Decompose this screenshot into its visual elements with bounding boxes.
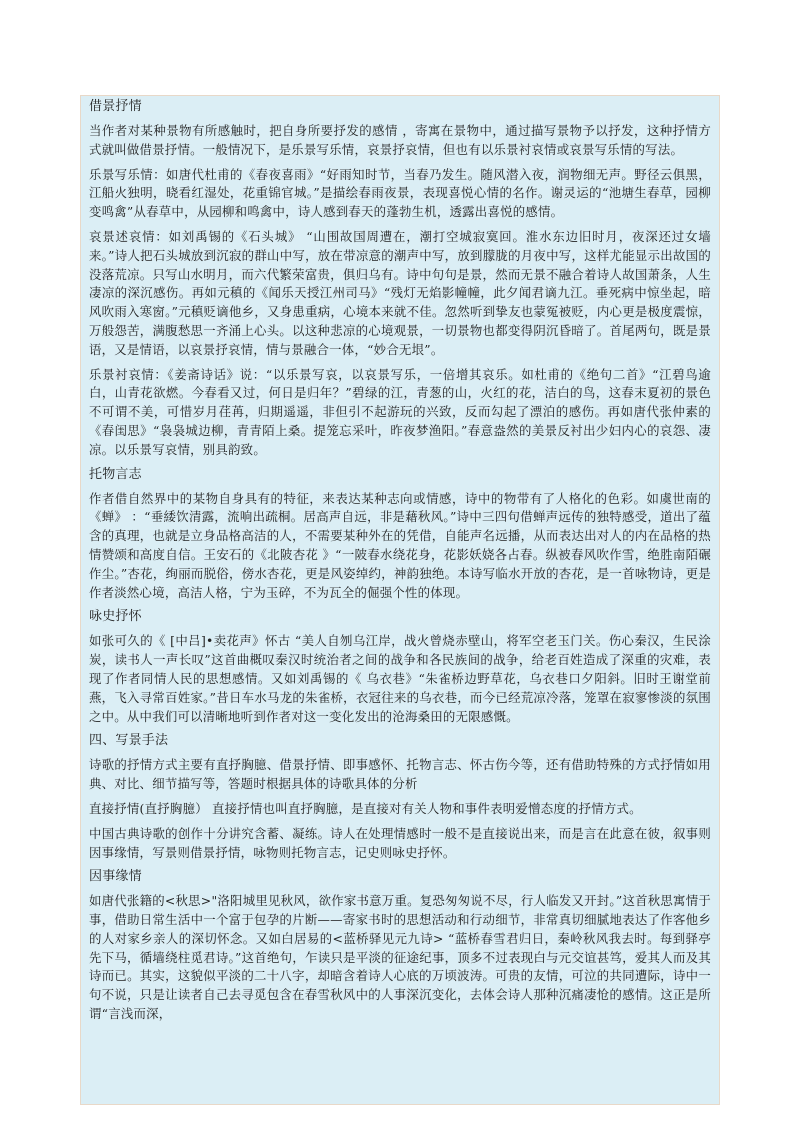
section-heading: 因事缘情: [89, 869, 142, 885]
paragraph: 直接抒情(直抒胸臆） 直接抒情也叫直抒胸臆，是直接对有关人物和事件表明爱憎态度的抒情方式。: [89, 800, 642, 816]
paragraph: 当作者对某种景物有所感触时，把自身所要抒发的感情 ，寄寓在景物中，通过描写景物予以抒发，这种抒情方式就叫做借景抒情。一般情况下，是乐景写乐情，哀景抒哀情，但也有以乐景衬哀情或哀景写乐情的写法。: [89, 123, 711, 157]
paragraph: 作者借自然界中的某物自身具有的特征，来表达某种志向或情感，诗中的物带有了人格化的色彩。如虞世南的《蝉》 ：“垂緌饮清露，流响出疏桐。居高声自远，非是藉秋风。”诗中三四句借蝉声远传的独特感受，道出了蕴含的真理，也就是立身品格高洁的人，不需要某种外在的凭借，自能声名远播，从而表达出对人的内在品格的热情赞颂和高度自信。王安石的《北陂杏花 》“一陂春水绕花身，花影妖娆各占春。纵被春风吹作雪，绝胜南陌碾作尘。”杏花，绚丽而脱俗，傍水杏花，更是风姿绰约，神韵独绝。本诗写临水开放的杏花，是一首咏物诗，更是作者淡然心境，高洁人格，宁为玉碎，不为瓦全的倔强个性的体现。: [89, 490, 711, 600]
paragraph: 中国古典诗歌的创作十分讲究含蓄、凝练。诗人在处理情感时一般不是直接说出来，而是言在此意在彼，叙事则因事缘情，写景则借景抒情，咏物则托物言志，记史则咏史抒怀。: [89, 825, 711, 860]
document-page: [80, 95, 720, 1105]
paragraph: 如唐代张籍的<秋思>"洛阳城里见秋风，欲作家书意万重。复恐匆匆说不尽，行人临发又开封。”这首秋思寓情于事，借助日常生活中一个富于包孕的片断——寄家书时的思想活动和行动细节，非常真切细腻地表达了作客他乡的人对家乡亲人的深切怀念。又如白居易的<蓝桥驿见元九诗> “蓝桥春雪君归日，秦岭秋风我去时。每到驿亭先下马，循墙绕柱觅君诗。”这首绝句，乍读只是平淡的征途纪事，顶多不过表现白与元交谊甚笃，爱其人而及其诗而已。其实，这貌似平淡的二十八字，却暗含着诗人心底的万顷波涛。可贵的友情，可泣的共同遭际，诗中一句不说，只是让读者自己去寻觅包含在春雪秋风中的人事深沉变化，去体会诗人那种沉痛凄怆的感情。这正是所谓“言浅而深，: [89, 893, 711, 1022]
paragraph: 乐景衬哀情：《姜斋诗话》说：“以乐景写哀，以哀景写乐，一倍增其哀乐。如杜甫的《绝句二首》“江碧鸟逾白，山青花欲燃。今春看又过，何日是归年？”碧绿的江，青葱的山，火红的花，洁白的鸟，这春末夏初的景色不可谓不美，可惜岁月荏苒，归期遥遥，非但引不起游玩的兴致，反而勾起了漂泊的感伤。再如唐代张仲素的《春闺思》“袅袅城边柳，青青陌上桑。提笼忘采叶，昨夜梦渔阳。”春意盎然的美景反衬出少妇内心的哀怨、凄凉。以乐景写哀情，别具韵致。: [89, 366, 711, 457]
paragraph: 如张可久的《 [中吕]•卖花声》怀古 “美人自刎乌江岸，战火曾烧赤壁山，将军空老玉门关。伤心秦汉，生民涂炭，读书人一声长叹”这首曲概叹秦汉时统治者之间的战争和各民族间的战争，给老百姓造成了深重的灾难，表现了作者同情人民的思想感情。又如刘禹锡的《 乌衣巷》“朱雀桥边野草花，乌衣巷口夕阳斜。旧时王谢堂前燕，飞入寻常百姓家。”昔日车水马龙的朱雀桥，衣冠往来的乌衣巷，而今已经荒凉冷落，笼罩在寂寥惨淡的氛围之中。从中我们可以清晰地听到作者对这一变化发出的沧海桑田的无限感慨。: [89, 633, 711, 724]
section-heading: 托物言志: [89, 466, 142, 482]
section-heading: 借景抒情: [89, 99, 142, 114]
section-heading: 咏史抒怀: [89, 609, 142, 625]
section-heading: 四、写景手法: [89, 733, 169, 749]
paragraph: 乐景写乐情：如唐代杜甫的《春夜喜雨》“好雨知时节，当春乃发生。随风潜入夜，润物细无声。野径云俱黑，江船火独明，晓看红湿处，花重锦官城。”是描绘春雨夜景，表现喜悦心情的名作。谢灵运的“池塘生春草，园柳变鸣禽”从春草中，从园柳和鸣禽中，诗人感到春天的蓬勃生机，透露出喜悦的感情。: [89, 166, 711, 220]
paragraph: 哀景述哀情：如刘禹锡的《石头城》 “山围故国周遭在，潮打空城寂寞回。淮水东边旧时月，夜深还过女墙来。”诗人把石头城放到沉寂的群山中写，放在带凉意的潮声中写，放到朦胧的月夜中写，这样尤能显示出故国的没落荒凉。只写山水明月，而六代繁荣富贵，俱归乌有。诗中句句是景，然而无景不融合着诗人故国萧条，人生凄凉的深沉感伤。再如元稹的《闻乐天授江州司马》“残灯无焰影幢幢，此夕闻君谪九江。垂死病中惊坐起，暗风吹雨入寒窗。”元稹贬谪他乡，又身患重病，心境本来就不佳。忽然听到挚友也蒙冤被贬，内心更是极度震惊，万般怨苦，满腹愁思一齐涌上心头。以这种悲凉的心境观景，一切景物也都变得阴沉昏暗了。首尾两句，既是景语，又是情语，以哀景抒哀情，情与景融合一体，“妙合无垠”。: [89, 228, 711, 357]
paragraph: 诗歌的抒情方式主要有直抒胸臆、借景抒情、即事感怀、托物言志、怀古伤今等，还有借助特殊的方式抒情如用典、对比、细节描写等，答题时根据具体的诗歌具体的分析: [89, 757, 711, 792]
